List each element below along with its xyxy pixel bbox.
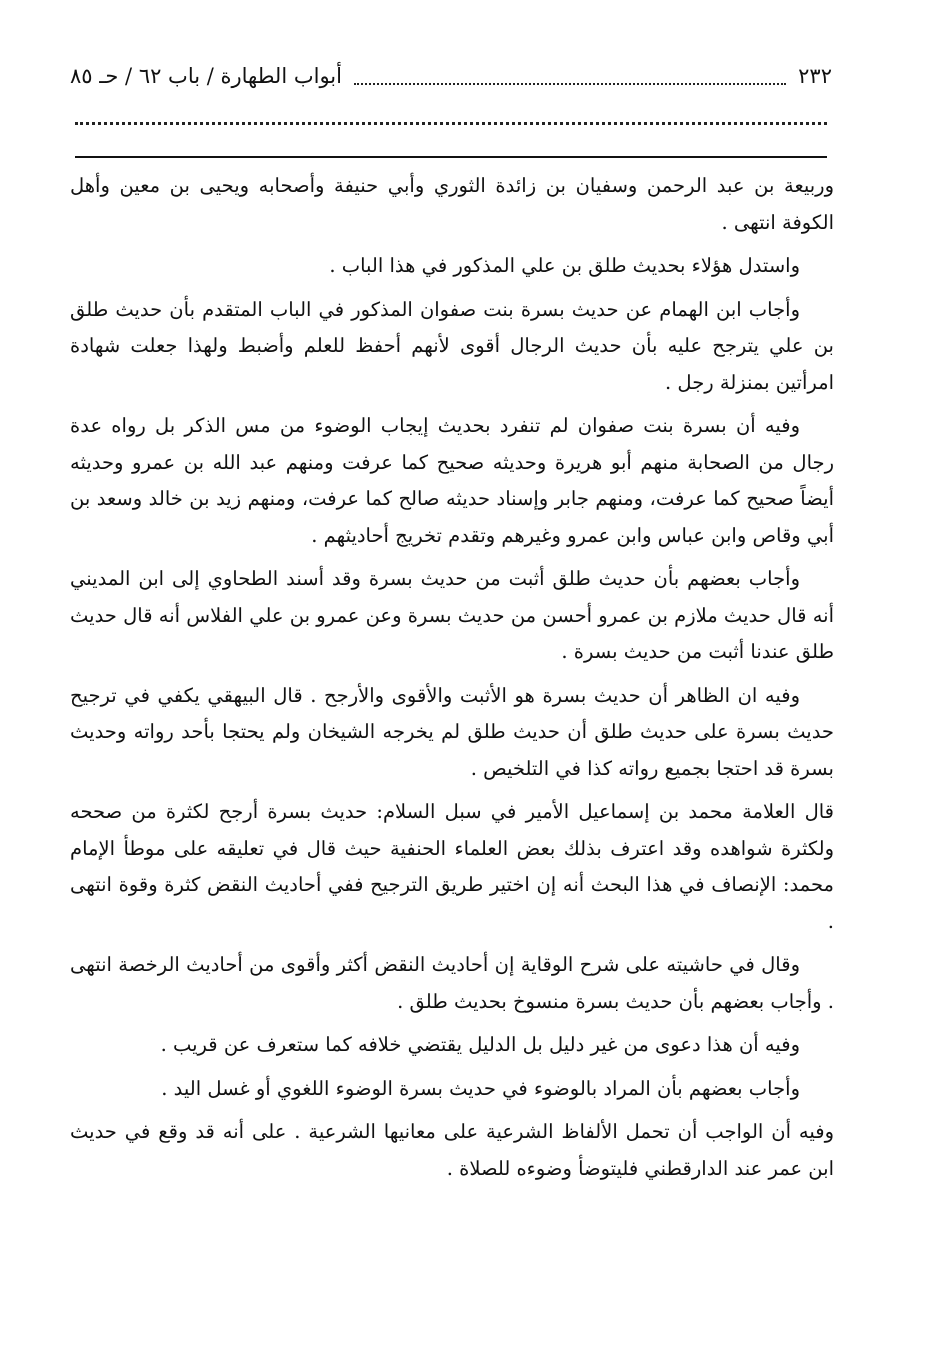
paragraph-9: وفيه أن هذا دعوى من غير دليل بل الدليل يقتضي خلافه كما ستعرف عن قريب . [160, 1033, 800, 1056]
paragraph-8: وقال في حاشيته على شرح الوقاية إن أحاديث النقض أكثر وأقوى من أحاديث الرخصة انتهى . وأجاب بعضهم بأن حديث بسرة منسوخ بحديث طلق . [70, 953, 834, 1013]
paragraph-10: وأجاب بعضهم بأن المراد بالوضوء في حديث بسرة الوضوء اللغوي أو غسل اليد . [161, 1076, 800, 1100]
header-dotted-leader [354, 83, 786, 85]
paragraph-2: واستدل هؤلاء بحديث طلق بن علي المذكور في هذا الباب . [329, 254, 800, 277]
paragraph-6: وفيه ان الظاهر أن حديث بسرة هو الأثبت والأقوى والأرجح . قال البيهقي يكفي في ترجيح حديث بسرة على حديث طلق أن حديث طلق لم يخرجه الشيخان ولم يحتجا بأحد رواته وحديث بسرة قد احتجا بجميع رواته كذا في التلخيص . [70, 683, 834, 780]
main-text [70, 168, 834, 1194]
paragraph-5: وأجاب بعضهم بأن حديث طلق أثبت من حديث بسرة وقد أسند الطحاوي إلى ابن المديني أنه قال حديث ملازم بن عمرو أحسن من حديث بسرة وعن عمرو بن علي الفلاس أنه قال حديث طلق عندنا أثبت من حديث بسرة . [70, 567, 834, 663]
paragraph-11: وفيه أن الواجب أن تحمل الألفاظ الشرعية على معانيها الشرعية . على أنه قد وقع في حديث ابن عمر عند الدارقطني فليتوضأ وضوءه للصلاة . [70, 1120, 834, 1180]
running-title: أبواب الطهارة / باب ٦٢ / حـ ٨٥ [70, 64, 342, 88]
paragraph-4: وفيه أن بسرة بنت صفوان لم تنفرد بحديث إيجاب الوضوء من مس الذكر بل رواه عدة رجال من الصحابة منهم أبو هريرة وحديثه صحيح كما عرفت ومنهم عبد الله بن عمرو وحديثه أيضاً صحيح كما عرفت، ومنهم جابر وإسناد حديثه صالح كما عرفت، ومنهم زيد بن خالد وسعد بن أبي وقاص وابن عباس وابن عمرو وغيرهم وتقدم تخريج أحاديثهم . [70, 414, 835, 547]
paragraph-3: وأجاب ابن الهمام عن حديث بسرة بنت صفوان المذكور في الباب المتقدم بأن حديث طلق بن علي يترجح عليه بأن حديث الرجال أقوى لأنهم أحفظ للعلم وأضبط ولهذا جعلت شهادة امرأتين بمنزلة رجل . [70, 297, 834, 394]
paragraph-7: قال العلامة محمد بن إسماعيل الأمير في سبل السلام: حديث بسرة أرجح لكثرة من صححه ولكثرة شواهده وقد اعترف بذلك بعض العلماء الحنفية حيث قال في تعليقه على موطأ الإمام محمد: الإنصاف في هذا البحث أنه إن اختير طريق الترجيح ففي أحاديث النقض كثرة وقوة انتهى . [70, 800, 834, 933]
header-solid-rule [75, 156, 827, 158]
running-header [70, 58, 832, 94]
page-number: ٢٣٢ [798, 64, 832, 88]
paragraph-1: وربيعة بن عبد الرحمن وسفيان بن زائدة الثوري وأبي حنيفة وأصحابه ويحيى بن معين وأهل الكوفة انتهى . [70, 174, 834, 234]
header-dotted-rule [75, 122, 827, 125]
